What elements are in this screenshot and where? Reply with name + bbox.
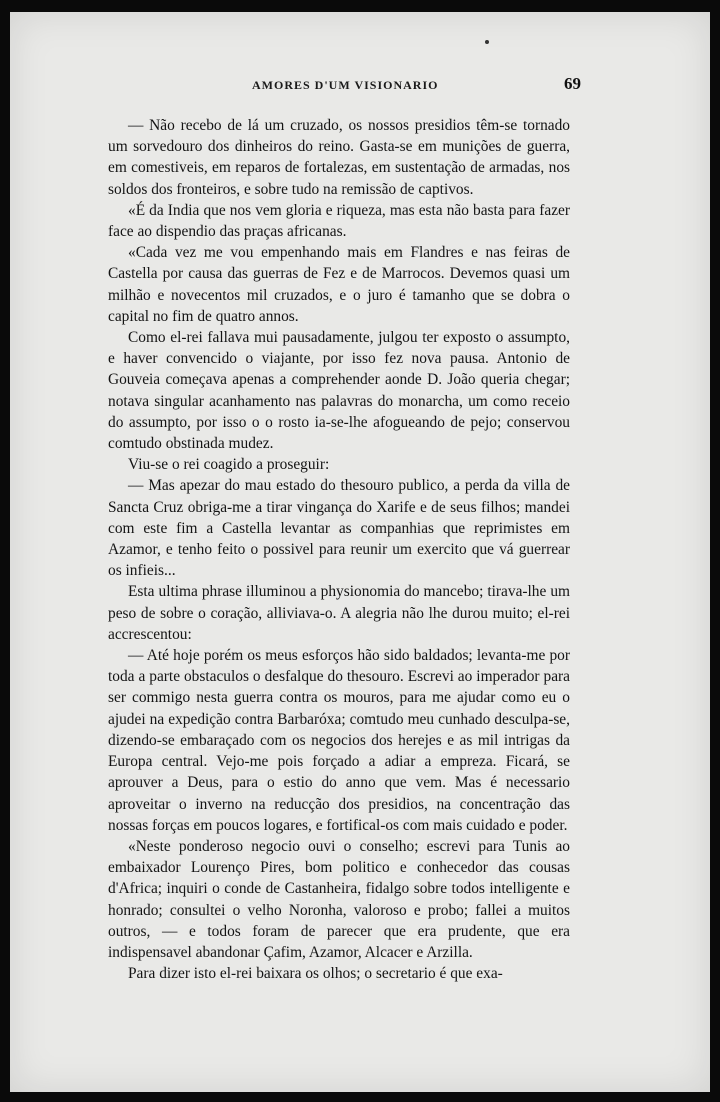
- page-header: [10, 74, 710, 102]
- paragraph: «É da India que nos vem gloria e riqueza, mas esta não basta para fazer face ao dispendio das praças africanas.: [108, 201, 570, 241]
- running-title: AMORES D'UM VISIONARIO: [252, 78, 439, 92]
- paragraph: Para dizer isto el-rei baixara os olhos; o secretario é que exa-: [128, 965, 503, 983]
- paragraph: Esta ultima phrase illuminou a physionomia do mancebo; tirava-lhe um peso de sobre o coração, alliviava-o. A alegria não lhe durou muito; el-rei accrescentou:: [108, 583, 570, 643]
- paragraph: — Até hoje porém os meus esforços hão sido baldados; levanta-me por toda a parte obstaculos o desfalque do thesouro. Escrevi ao imperador para ser commigo nesta guerra contra os mouros, para me ajudar como eu o ajudei na expedição contra Barbaróxa; comtudo meu cunhado desculpa-se, dizendo-se embaraçado com os negocios dos herejes e as mil intrigas da Europa central. Vejo-me pois forçado a adiar a empreza. Ficará, se aprouver a Deus, para o estio do anno que vem. Mas é necessario aproveitar o inverno na reducção dos presidios, na concentração das nossas forças em poucos logares, e fortifical-os com mais cuidado e poder.: [108, 647, 570, 834]
- paragraph: — Mas apezar do mau estado do thesouro publico, a perda da villa de Sancta Cruz obriga-me a tirar vingança do Xarife e de seus filhos; mandei com este fim a Castella levantar as companhias que reprimistes em Azamor, e tenho feito o possivel para reunir um exercito que vá guerrear os infieis...: [108, 477, 570, 580]
- paragraph: Como el-rei fallava mui pausadamente, julgou ter exposto o assumpto, e haver convencido o viajante, por isso fez nova pausa. Antonio de Gouveia começava apenas a comprehender aonde D. João queria chegar; notava singular acanhamento nas palavras do monarcha, um como receio do assumpto, por isso o o rosto ia-se-lhe afogueando de pejo; conservou comtudo obstinada mudez.: [108, 329, 570, 453]
- paragraph: «Cada vez me vou empenhando mais em Flandres e nas feiras de Castella por causa das guerras de Fez e de Marrocos. Devemos quasi um milhão e novecentos mil cruzados, e o juro é tamanho que se dobra o capital no fim de quatro annos.: [108, 244, 570, 325]
- paragraph: — Não recebo de lá um cruzado, os nossos presidios têm-se tornado um sorvedouro dos dinheiros do reino. Gasta-se em munições de guerra, em comestiveis, em reparos de fortalezas, em sustentação de armadas, nos soldos dos fronteiros, e sobre tudo na remissão de captivos.: [108, 117, 570, 198]
- page-number: 69: [564, 74, 581, 93]
- body-text: [108, 115, 570, 984]
- page-speck: [485, 40, 489, 44]
- book-page: [10, 12, 710, 1092]
- paragraph: Viu-se o rei coagido a proseguir:: [128, 456, 330, 474]
- paragraph: «Neste ponderoso negocio ouvi o conselho; escrevi para Tunis ao embaixador Lourenço Pires, bom politico e conhecedor das cousas d'Africa; inquiri o conde de Castanheira, fidalgo sobre todos intelligente e honrado; consultei o velho Noronha, valoroso e probo; fallei a muitos outros, — e todos foram de parecer que era prudente, que era indispensavel abandonar Çafim, Azamor, Alcacer e Arzilla.: [108, 837, 570, 961]
